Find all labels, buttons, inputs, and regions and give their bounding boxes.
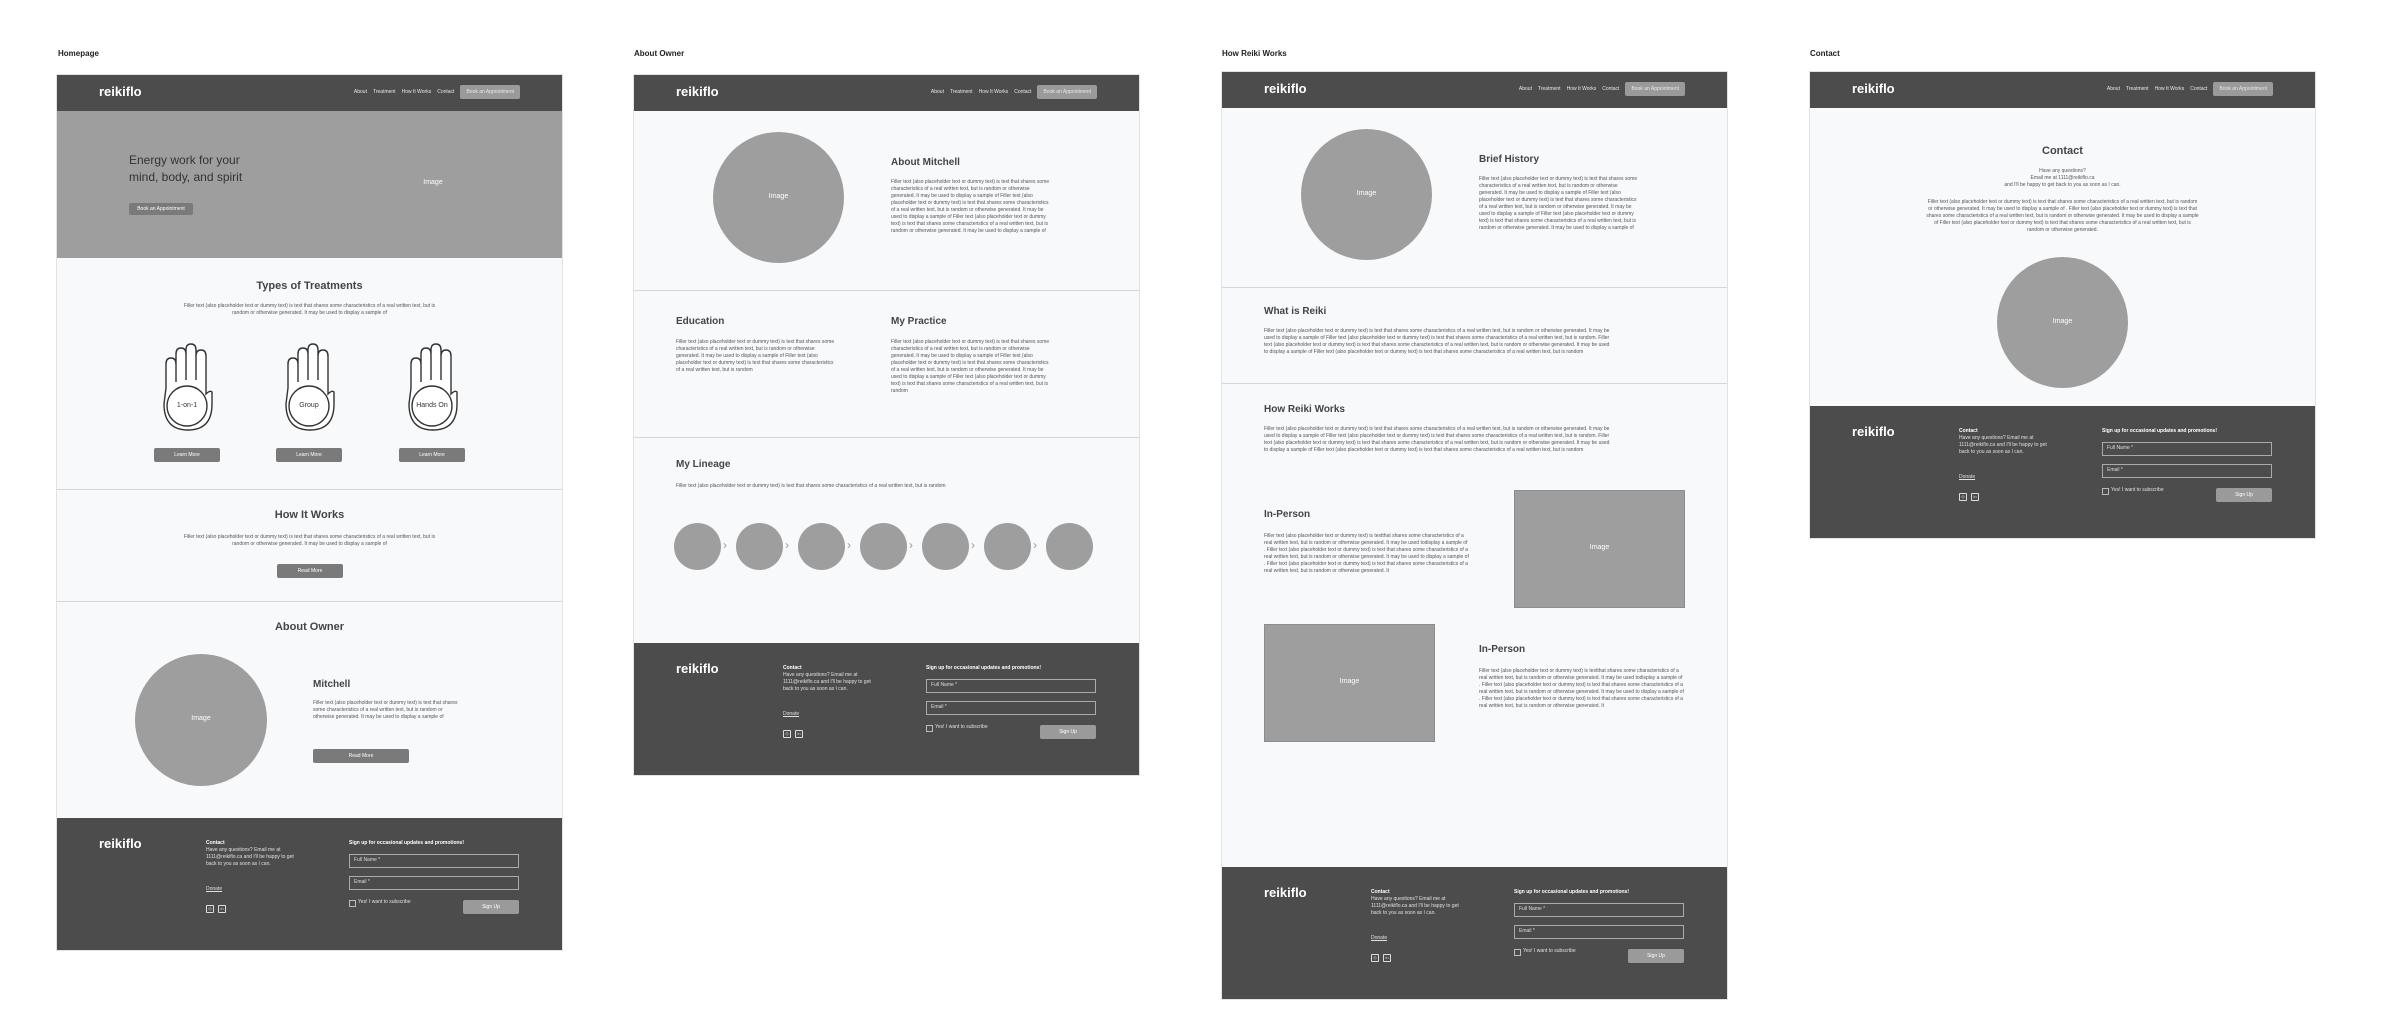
- instagram-icon[interactable]: ◎: [206, 905, 214, 913]
- owner-read-more-button[interactable]: Read More: [313, 749, 409, 763]
- lineage-circle: [674, 523, 721, 570]
- learn-more-button-handson[interactable]: Learn More: [399, 448, 465, 462]
- treatment-label-group: Group: [299, 402, 319, 409]
- history-image: [1301, 129, 1432, 260]
- about-owner-frame: [634, 75, 1139, 775]
- footer: [1222, 867, 1727, 999]
- nav-link-about[interactable]: About: [353, 89, 367, 95]
- read-more-button[interactable]: Read More: [277, 564, 343, 578]
- board-label-homepage: Homepage: [58, 49, 99, 58]
- hero-book-button[interactable]: Book an Appointment: [129, 203, 193, 215]
- fullname-field[interactable]: Full Name *: [349, 854, 519, 868]
- divider: [57, 489, 562, 490]
- in-person-title-2: In-Person: [1479, 644, 1526, 655]
- chevron-right-icon: ›: [723, 538, 727, 552]
- owner-name: Mitchell: [313, 679, 351, 690]
- fullname-field[interactable]: Full Name *: [1514, 903, 1684, 917]
- footer-logo[interactable]: reikiflo: [676, 661, 719, 676]
- top-nav: [57, 75, 562, 111]
- lineage-title: My Lineage: [676, 459, 731, 470]
- logo[interactable]: reikiflo: [1264, 81, 1307, 96]
- how-reiki-works-text: Filler text (also placeholder text or dummy text) is text that shares some characteristics of a real written text, but is random or otherwise generated. It may be used to display a sample of Filler text (also placeholder text or dummy text) is text that shares some characteristics of a real written text, but is random. Filler text (also placeholder text or dummy text) is text that shares some characteristics of a real written text, but is random or otherwise generated. It may be used to display a sample of Filler text (also placeholder text or dummy text) is text that shares some characteristics of a real written text, but is random: [1264, 426, 1610, 453]
- about-mitchell-text: Filler text (also placeholder text or dummy text) is text that shares some characteristics of a real written text, but is random or otherwise generated. It may be used to display a sample of Filler text (also placeholder text or dummy text) is text that shares some characteristics of a real written text, but is random or otherwise generated. It may be used to display a sample of Filler text (also placeholder text or dummy text) is text that shares some characteristics of a real written text, but is random or otherwise generated. It may be used to display a sample of: [891, 179, 1050, 234]
- linkedin-icon[interactable]: in: [218, 905, 226, 913]
- contact-line-3: and I'll be happy to get back to you as soon as I can.: [2004, 182, 2121, 188]
- contact-frame: [1810, 72, 2315, 538]
- book-appointment-button[interactable]: Book an Appointment: [1625, 82, 1685, 96]
- image-label: Image: [1356, 190, 1377, 197]
- signup-button[interactable]: Sign Up: [2216, 488, 2272, 502]
- image-label: Image: [1589, 544, 1610, 551]
- lineage-circle: [860, 523, 907, 570]
- nav-link-contact[interactable]: Contact: [1602, 86, 1620, 92]
- image-label: Image: [2052, 318, 2073, 325]
- book-appointment-button[interactable]: Book an Appointment: [1037, 85, 1097, 99]
- footer-contact-text: Have any questions? Email me at 1111@reikiflo.ca and I'll be happy to get back to you as soon as I can.: [783, 672, 871, 692]
- treatment-label-handson: Hands On: [416, 402, 448, 409]
- owner-text: Filler text (also placeholder text or dummy text) is text that shares some characteristics of a real written text, but is random or otherwise generated. It may be used to display a sample of: [313, 700, 458, 720]
- signup-button[interactable]: Sign Up: [463, 900, 519, 914]
- social-links: [1959, 493, 1979, 501]
- contact-text: Filler text (also placeholder text or dummy text) is text that shares some characteristics of a real written text, but is random or otherwise generated. It may be used to display a sample of . Filler text (also placeholder text or dummy text) is text that shares some characteristics of a real written text, but is random or otherwise generated. It may be used to display a sample of Filler text (also placeholder text or dummy text) is text that shares some characteristics of a real written text, but is random or otherwise generated.: [1926, 199, 2199, 233]
- instagram-icon[interactable]: ◎: [1371, 954, 1379, 962]
- chevron-right-icon: ›: [847, 538, 851, 552]
- signup-button[interactable]: Sign Up: [1628, 949, 1684, 963]
- fullname-field[interactable]: Full Name *: [926, 679, 1096, 693]
- logo[interactable]: reikiflo: [99, 84, 142, 99]
- what-is-reiki-text: Filler text (also placeholder text or dummy text) is text that shares some characteristics of a real written text, but is random or otherwise generated. It may be used to display a sample of Filler text (also placeholder text or dummy text) is text that shares some characteristics of a real written text, but is random. Filler text (also placeholder text or dummy text) is text that shares some characteristics of a real written text, but is random or otherwise generated. It may be used to display a sample of Filler text (also placeholder text or dummy text) is text that shares some characteristics of a real written text, but is random: [1264, 328, 1610, 355]
- contact-line-1: Have any questions?: [2039, 168, 2086, 174]
- in-person-text-1: Filler text (also placeholder text or dummy text) is textthat shares some characteristics of a real written text, but is random or otherwise generated. It may be used todisplay a sample of . Filler text (also placeholder text or dummy text) is text that shares some characteristics of a real written text, but is random or otherwise generated. It may be used to display a sample of . Filler text (also placeholder text or dummy text) is text that shares some characteristics of a real written text, but is random or otherwise generated. It: [1264, 533, 1469, 574]
- how-it-works-text: Filler text (also placeholder text or dummy text) is text that shares some characteristics of a real written text, but is random or otherwise generated. It may be used to display a sample of: [183, 534, 436, 547]
- types-text: Filler text (also placeholder text or dummy text) is text that shares some characteristics of a real written text, but is random or otherwise generated. It may be used to display a sample of: [183, 303, 436, 316]
- subscribe-checkbox[interactable]: [1514, 949, 1521, 956]
- subscribe-label: Yes! I want to subscribe: [1523, 948, 1576, 954]
- footer: [634, 643, 1139, 775]
- nav-link-about[interactable]: About: [2106, 86, 2120, 92]
- footer-contact-title: Contact: [206, 840, 225, 846]
- social-links: [783, 730, 803, 738]
- nav-link-about[interactable]: About: [1518, 86, 1532, 92]
- divider: [1222, 383, 1727, 384]
- hand-group-icon: [280, 342, 338, 434]
- in-person-title-1: In-Person: [1264, 509, 1311, 520]
- what-is-reiki-title: What is Reiki: [1264, 306, 1327, 317]
- email-field[interactable]: Email *: [2102, 464, 2272, 478]
- signup-title: Sign up for occasional updates and promotions!: [1514, 889, 1630, 895]
- signup-button[interactable]: Sign Up: [1040, 725, 1096, 739]
- footer: [1810, 406, 2315, 538]
- email-field[interactable]: Email *: [926, 701, 1096, 715]
- contact-image: [1997, 257, 2128, 388]
- chevron-right-icon: ›: [785, 538, 789, 552]
- linkedin-icon[interactable]: in: [1383, 954, 1391, 962]
- top-nav: [634, 75, 1139, 111]
- footer-contact-title: Contact: [1371, 889, 1390, 895]
- hand-handson-icon: [403, 342, 461, 434]
- nav-link-contact[interactable]: Contact: [437, 89, 455, 95]
- in-person-image-1: [1514, 490, 1685, 608]
- about-mitchell-title: About Mitchell: [891, 157, 960, 168]
- footer-contact-text: Have any questions? Email me at 1111@reikiflo.ca and I'll be happy to get back to you as soon as I can.: [1371, 896, 1459, 916]
- types-title: Types of Treatments: [256, 280, 363, 292]
- my-practice-title: My Practice: [891, 316, 947, 327]
- in-person-text-2: Filler text (also placeholder text or dummy text) is textthat shares some characteristics of a real written text, but is random or otherwise generated. It may be used todisplay a sample of . Filler text (also placeholder text or dummy text) is text that shares some characteristics of a real written text, but is random or otherwise generated. It may be used to display a sample of . Filler text (also placeholder text or dummy text) is text that shares some characteristics of a real written text, but is random or otherwise generated. It: [1479, 668, 1684, 709]
- subscribe-label: Yes! I want to subscribe: [358, 899, 411, 905]
- nav-link-how-it-works[interactable]: How It Works: [2154, 86, 2185, 92]
- divider: [634, 290, 1139, 291]
- footer-contact-text: Have any questions? Email me at 1111@reikiflo.ca and I'll be happy to get back to you as soon as I can.: [206, 847, 294, 867]
- brief-history-text: Filler text (also placeholder text or dummy text) is text that shares some characteristics of a real written text, but is random or otherwise generated. It may be used to display a sample of Filler text (also placeholder text or dummy text) is text that shares some characteristics of a real written text, but is random or otherwise generated. It may be used to display a sample of Filler text (also placeholder text or dummy text) is text that shares some characteristics of a real written text, but is random or otherwise generated. It may be used to display a sample of: [1479, 176, 1638, 231]
- education-title: Education: [676, 316, 725, 327]
- image-label: Image: [1339, 678, 1360, 685]
- education-text: Filler text (also placeholder text or dummy text) is text that shares some characteristics of a real written text, but is random or otherwise generated. It may be used to display a sample of Filler text (also placeholder text or dummy text) is text that shares some characteristics of a real written text, but is random: [676, 339, 835, 373]
- nav-link-contact[interactable]: Contact: [1014, 89, 1032, 95]
- footer-logo[interactable]: reikiflo: [1852, 424, 1895, 439]
- image-label: Image: [768, 193, 789, 200]
- my-practice-text: Filler text (also placeholder text or dummy text) is text that shares some characteristics of a real written text, but is random or otherwise generated. It may be used to display a sample of Filler text (also placeholder text or dummy text) is text that shares some characteristics of a real written text, but is random or otherwise generated. It may be used to display a sample of Filler text (also placeholder text or dummy text) is text that shares some characteristics of a real written text, but is random: [891, 339, 1050, 394]
- lineage-circle: [922, 523, 969, 570]
- signup-title: Sign up for occasional updates and promotions!: [349, 840, 465, 846]
- board-label-about-owner: About Owner: [634, 49, 685, 58]
- email-field[interactable]: Email *: [1514, 925, 1684, 939]
- signup-title: Sign up for occasional updates and promotions!: [926, 665, 1042, 671]
- subscribe-checkbox[interactable]: [349, 900, 356, 907]
- logo[interactable]: reikiflo: [676, 84, 719, 99]
- nav-link-contact[interactable]: Contact: [2190, 86, 2208, 92]
- divider: [1222, 287, 1727, 288]
- learn-more-button-1on1[interactable]: Learn More: [154, 448, 220, 462]
- learn-more-button-group[interactable]: Learn More: [276, 448, 342, 462]
- nav-link-treatment[interactable]: Treatment: [2125, 86, 2149, 92]
- chevron-right-icon: ›: [1033, 538, 1037, 552]
- footer-logo[interactable]: reikiflo: [1264, 885, 1307, 900]
- contact-line-2: Email me at 1111@reikiflo.ca: [2030, 175, 2095, 181]
- hero-title-line-1: Energy work for your: [129, 153, 240, 167]
- footer-donate-link[interactable]: Donate: [783, 711, 800, 717]
- nav-link-how-it-works[interactable]: How It Works: [1566, 86, 1597, 92]
- chevron-right-icon: ›: [971, 538, 975, 552]
- social-links: [206, 905, 226, 913]
- hero-image: Image: [423, 179, 443, 186]
- chevron-right-icon: ›: [909, 538, 913, 552]
- nav-link-treatment[interactable]: Treatment: [949, 89, 973, 95]
- homepage-frame: [57, 75, 562, 950]
- footer-contact-text: Have any questions? Email me at 1111@reikiflo.ca and I'll be happy to get back to you as soon as I can.: [1959, 435, 2047, 455]
- fullname-field[interactable]: Full Name *: [2102, 442, 2272, 456]
- social-links: [1371, 954, 1391, 962]
- linkedin-icon[interactable]: in: [1971, 493, 1979, 501]
- nav-link-how-it-works[interactable]: How It Works: [401, 89, 432, 95]
- hand-1on1-icon: [158, 342, 216, 434]
- subscribe-checkbox[interactable]: [2102, 488, 2109, 495]
- contact-title: Contact: [2042, 145, 2083, 157]
- lineage-text: Filler text (also placeholder text or dummy text) is text that shares some characteristics of a real written text, but is random: [676, 483, 946, 489]
- lineage-circle: [798, 523, 845, 570]
- subscribe-checkbox[interactable]: [926, 725, 933, 732]
- email-field[interactable]: Email *: [349, 876, 519, 890]
- top-nav: [1810, 72, 2315, 108]
- how-reiki-works-title: How Reiki Works: [1264, 404, 1345, 415]
- linkedin-icon[interactable]: in: [795, 730, 803, 738]
- footer-logo[interactable]: reikiflo: [99, 836, 142, 851]
- footer-contact-title: Contact: [783, 665, 802, 671]
- how-it-works-title: How It Works: [274, 509, 345, 521]
- top-nav: [1222, 72, 1727, 108]
- book-appointment-button[interactable]: Book an Appointment: [460, 85, 520, 99]
- how-reiki-works-frame: [1222, 72, 1727, 999]
- hero-section: [57, 111, 562, 258]
- brief-history-title: Brief History: [1479, 154, 1540, 165]
- subscribe-label: Yes! I want to subscribe: [935, 724, 988, 730]
- nav-link-about[interactable]: About: [930, 89, 944, 95]
- about-owner-title: About Owner: [274, 621, 345, 633]
- divider: [634, 437, 1139, 438]
- divider: [57, 601, 562, 602]
- footer-donate-link[interactable]: Donate: [1371, 935, 1388, 941]
- footer-contact-title: Contact: [1959, 428, 1978, 434]
- logo[interactable]: reikiflo: [1852, 81, 1895, 96]
- owner-image: [135, 654, 267, 786]
- signup-title: Sign up for occasional updates and promotions!: [2102, 428, 2218, 434]
- instagram-icon[interactable]: ◎: [783, 730, 791, 738]
- book-appointment-button[interactable]: Book an Appointment: [2213, 82, 2273, 96]
- nav-link-treatment[interactable]: Treatment: [1537, 86, 1561, 92]
- nav-link-treatment[interactable]: Treatment: [372, 89, 396, 95]
- lineage-circle: [736, 523, 783, 570]
- nav-link-how-it-works[interactable]: How It Works: [978, 89, 1009, 95]
- instagram-icon[interactable]: ◎: [1959, 493, 1967, 501]
- image-label: Image: [191, 715, 211, 722]
- lineage-circle: [1046, 523, 1093, 570]
- footer: [57, 818, 562, 950]
- in-person-image-2: [1264, 624, 1435, 742]
- subscribe-label: Yes! I want to subscribe: [2111, 487, 2164, 493]
- mitchell-image: [713, 132, 844, 263]
- board-label-contact: Contact: [1810, 49, 1840, 58]
- lineage-circle: [984, 523, 1031, 570]
- board-label-how-reiki-works: How Reiki Works: [1222, 49, 1287, 58]
- footer-donate-link[interactable]: Donate: [206, 886, 223, 892]
- treatment-label-1on1: 1-on-1: [176, 402, 198, 409]
- footer-donate-link[interactable]: Donate: [1959, 474, 1976, 480]
- hero-title-line-2: mind, body, and spirit: [129, 170, 243, 184]
